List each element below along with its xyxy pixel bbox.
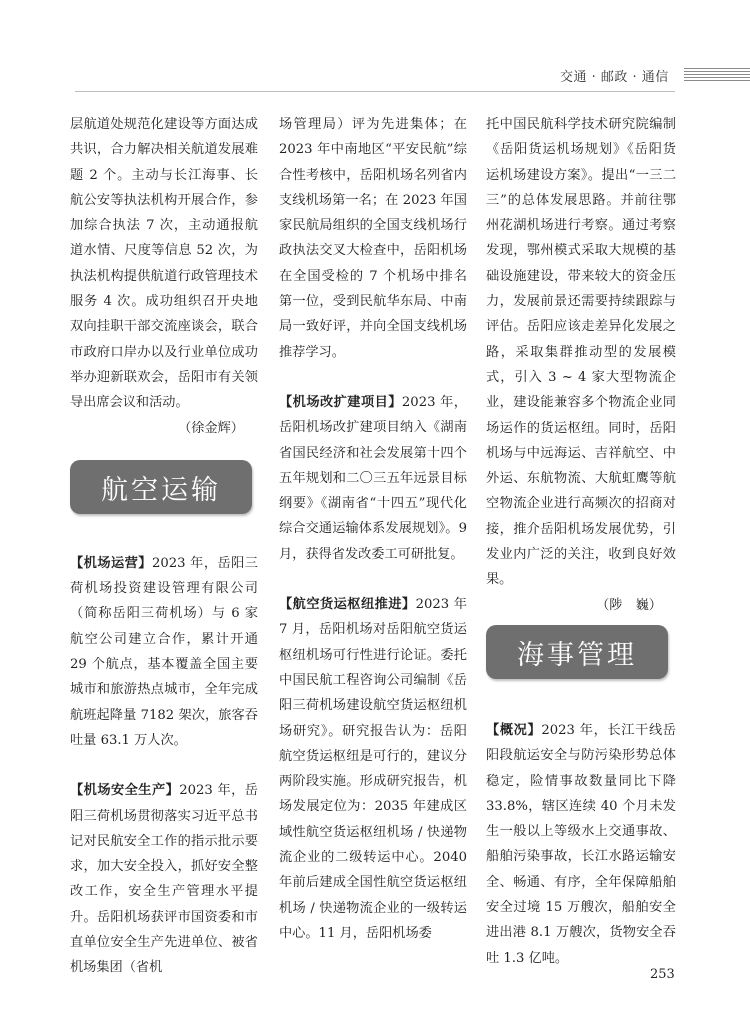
intro-paragraph: 层航道处规范化建设等方面达成共识，合力解决相关航道发展难题 2 个。主动与长江海事、长航公安等执法机构开展合作，参加综合执法 7 次，主动通报航道水情、尺度等信息 52 次，为执法机构提供航道行政管理技术服务 4 次。成功组织召开央地双向挂职干部交流座谈会，联合市政府口岸办以及行业单位成功举办迎新联欢会，岳阳市有关领导出席会议和活动。: [70, 117, 258, 411]
expansion-paragraph: [279, 390, 467, 567]
maritime-overview-paragraph: [486, 718, 676, 971]
section-banner-aviation: 航空运输: [70, 460, 252, 514]
airport-safety-body: 2023 年，岳阳三荷机场贯彻落实习近平总书记对民航安全工作的指示批示要求，加大安全投入，抓好安全整改工作，安全生产管理水平提升。岳阳机场获评市国资委和市直单位安全生产先进单位、被省机场集团（省机: [70, 783, 258, 976]
airport-ops-paragraph: [70, 551, 258, 753]
column-1: [70, 112, 258, 981]
expansion-heading: 【机场改扩建项目】: [279, 394, 402, 410]
airport-ops-body: 2023 年，岳阳三荷机场投资建设管理有限公司（简称岳阳三荷机场）与 6 家航空公司建立合作，累计开通 29 个航点，基本覆盖全国主要城市和旅游热点城市，全年完成航班起降量 7182 架次，旅客吞吐量 63.1 万人次。: [70, 555, 258, 748]
paragraph-gap: [70, 753, 258, 778]
header-stripes-decoration: [684, 68, 750, 82]
cargo-hub-heading: 【航空货运枢纽推进】: [279, 597, 416, 613]
airport-ops-heading: 【机场运营】: [70, 555, 152, 571]
header-rule: [75, 91, 675, 92]
safety-continued-paragraph: 场管理局）评为先进集体；在 2023 年中南地区“平安民航”综合性考核中，岳阳机场名列省内支线机场第一名；在 2023 年国家民航局组织的全国支线机场行政执法交叉大检查中，岳阳机场在全国受检的 7 个机场中排名第一位，受到民航华东局、中南局一致好评，并向全国支线机场推荐学习。: [279, 117, 467, 360]
cargo-hub-paragraph: [279, 592, 467, 946]
paragraph-gap: [279, 365, 467, 390]
airport-safety-paragraph: [70, 778, 258, 980]
expansion-body: 2023 年，岳阳机场改扩建项目纳入《湖南省国民经济和社会发展第十四个五年规划和二〇三五年远景目标纲要》《湖南省“十四五”现代化综合交通运输体系发展规划》。9 月，获得省发改委工可研批复。: [279, 394, 467, 562]
overview-body: 2023 年，长江干线岳阳段航运安全与防污染形势总体稳定，险情事故数量同比下降 33.8%，辖区连续 40 个月未发生一般以上等级水上交通事故、船舶污染事故，长江水路运输安全、畅通、有序，全年保障船舶安全过境 15 万艘次，船舶安全进出港 8.1 万艘次，货物安全吞吐 1.3 亿吨。: [486, 722, 676, 966]
overview-heading: 【概况】: [486, 722, 542, 738]
column-3: [486, 112, 676, 971]
author-credit: （徐金辉）: [178, 420, 244, 436]
author-credit: （陟 巍）: [596, 597, 662, 613]
section-title: 交通 · 邮政 · 通信: [560, 70, 669, 85]
cargo-hub-body: 2023 年 7 月，岳阳机场对岳阳航空货运枢纽机场可行性进行论证。委托中国民航工程咨询公司编制《岳阳三荷机场建设航空货运枢纽机场研究》。研究报告认为：岳阳航空货运枢纽是可行的，建议分两阶段实施。形成研究报告，机场发展定位为：2035 年建成区域性航空货运枢纽机场 / 快递物流企业的二级转运中心。2040 年前后建成全国性航空货运枢纽机场 / 快递物流企业的一级转运中心。11 月，岳阳机场委: [279, 597, 467, 941]
airport-safety-heading: 【机场安全生产】: [70, 783, 180, 799]
paragraph-gap: [279, 567, 467, 592]
cargo-continued-paragraph: 托中国民航科学技术研究院编制《岳阳货运机场规划》《岳阳货运机场建设方案》。提出“一三二三”的总体发展思路。并前往鄂州花湖机场进行考察。通过考察发现，鄂州模式采取大规模的基础设施建设，带来较大的资金压力，发展前景还需要持续跟踪与评估。岳阳应该走差异化发展之路，采取集群推动型的发展模式，引入 3 ~ 4 家大型物流企业，建设能兼容多个物流企业同场运作的货运枢纽。同时，岳阳机场与中远海运、吉祥航空、中外运、东航物流、大航虹鹰等航空物流企业进行高频次的招商对接，推介岳阳机场发展优势，引发业内广泛的关注，收到良好效果。: [486, 117, 676, 588]
section-banner-maritime: 海事管理: [486, 625, 668, 679]
column-2: [279, 112, 467, 946]
page-number: 253: [650, 967, 675, 982]
running-header: [560, 66, 750, 86]
